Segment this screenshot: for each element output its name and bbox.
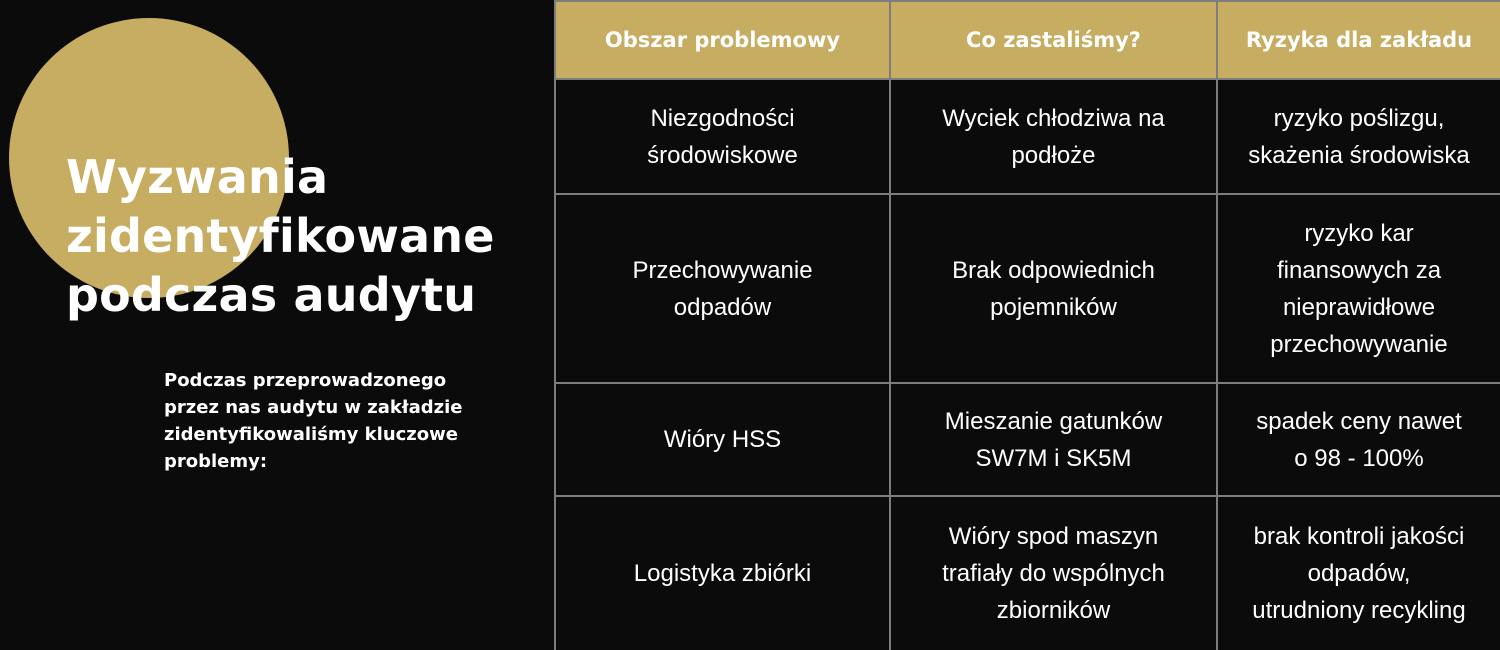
cell-line: odpadów, (1307, 560, 1411, 587)
table-row (555, 79, 1500, 194)
cell-area (555, 383, 890, 496)
cell-line: utrudniony recykling (1252, 597, 1466, 624)
cell-line: Wyciek chłodziwa na (942, 104, 1165, 132)
cell-line: Wióry HSS (663, 426, 782, 453)
cell-area (555, 194, 890, 383)
cell-found (890, 496, 1217, 650)
intro-paragraph (164, 367, 504, 475)
header-plant-risks: Ryzyka dla zakładu (1217, 1, 1500, 79)
table-header-row (555, 1, 1500, 79)
intro-line: problemy: (164, 451, 268, 472)
cell-risk (1217, 496, 1500, 650)
cell-found (890, 79, 1217, 194)
cell-line: SW7M i SK5M (975, 444, 1132, 472)
cell-line: zbiorników (996, 597, 1111, 624)
audit-challenges-table (554, 0, 1500, 650)
cell-line: odpadów (673, 293, 772, 321)
intro-line: Podczas przeprowadzonego (164, 370, 447, 391)
cell-line: spadek ceny nawet (1256, 407, 1462, 435)
cell-line: ryzyko poślizgu, (1273, 104, 1445, 132)
cell-line: Wióry spod maszyn (948, 523, 1159, 550)
cell-line: ryzyko kar (1304, 219, 1414, 247)
cell-line: Brak odpowiednich (952, 256, 1155, 284)
cell-line: pojemników (990, 293, 1117, 321)
intro-line: przez nas audytu w zakładzie (164, 397, 463, 418)
cell-found (890, 194, 1217, 383)
cell-found (890, 383, 1217, 496)
cell-area (555, 496, 890, 650)
title-line: zidentyfikowane (66, 209, 495, 263)
cell-line: brak kontroli jakości (1253, 523, 1465, 550)
table-row (555, 496, 1500, 650)
cell-line: Przechowywanie (632, 256, 813, 284)
header-what-we-found: Co zastaliśmy? (890, 1, 1217, 79)
cell-risk (1217, 194, 1500, 383)
cell-risk (1217, 79, 1500, 194)
cell-line: podłoże (1011, 141, 1096, 169)
cell-line: Niezgodności (650, 104, 795, 132)
cell-line: środowiskowe (647, 141, 798, 169)
intro-line: zidentyfikowaliśmy kluczowe (164, 424, 458, 445)
cell-line: nieprawidłowe (1282, 293, 1436, 321)
cell-line: przechowywanie (1270, 330, 1448, 358)
header-problem-area: Obszar problemowy (555, 1, 890, 79)
cell-area (555, 79, 890, 194)
cell-line: o 98 - 100% (1294, 444, 1424, 472)
table-row (555, 194, 1500, 383)
title-line: Wyzwania (66, 150, 329, 204)
title-line: podczas audytu (66, 268, 477, 322)
cell-line: trafiały do wspólnych (942, 560, 1165, 587)
table-row (555, 383, 1500, 496)
cell-line: finansowych za (1276, 256, 1442, 284)
cell-line: Logistyka zbiórki (633, 560, 812, 587)
cell-line: skażenia środowiska (1248, 141, 1470, 169)
cell-risk (1217, 383, 1500, 496)
page-title (66, 148, 536, 325)
cell-line: Mieszanie gatunków (944, 407, 1163, 435)
